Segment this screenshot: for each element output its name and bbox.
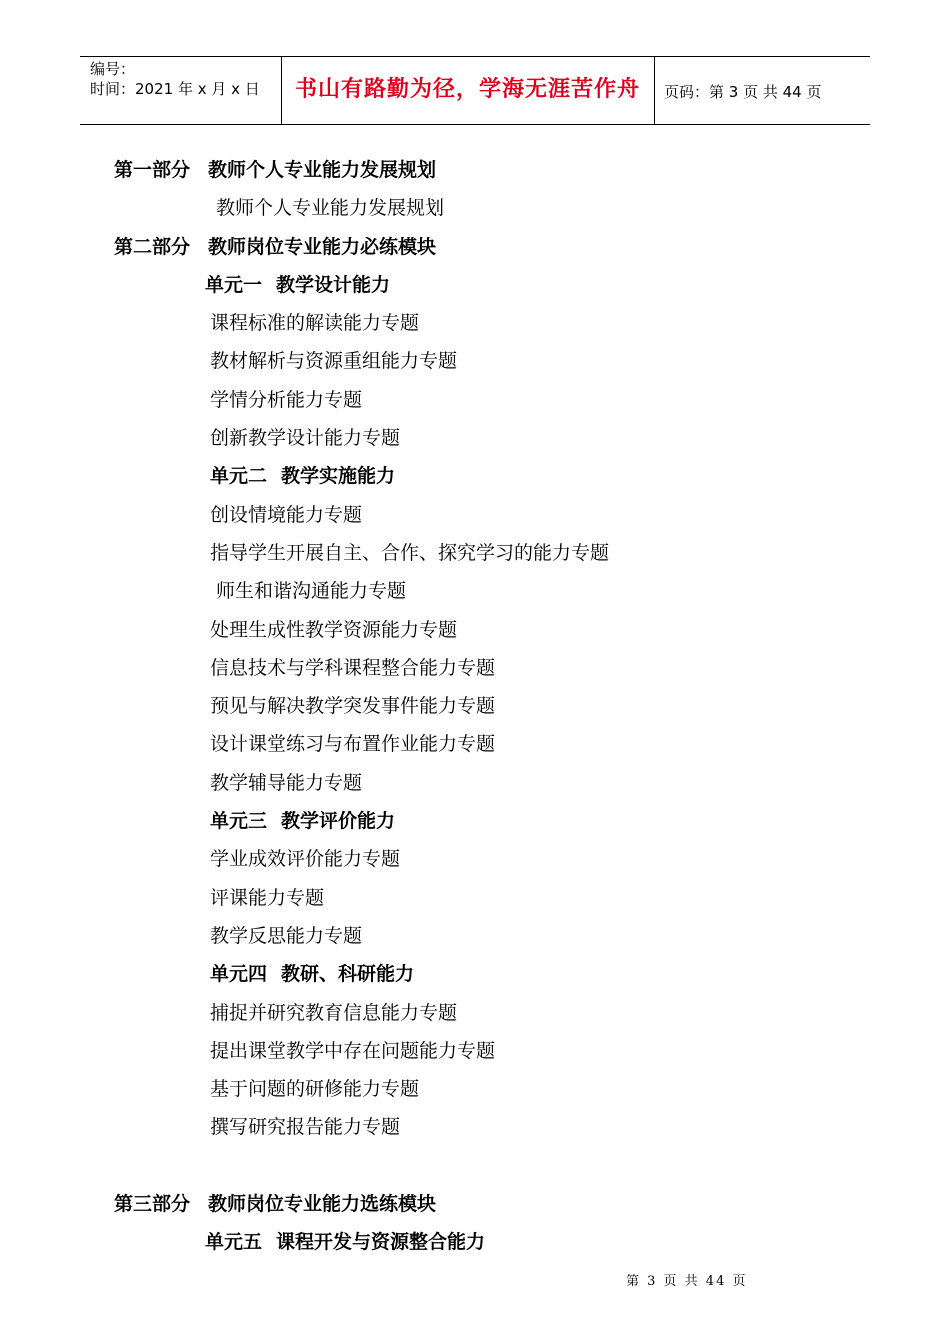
- header-time-label: 时间：2021 年 x 月 x 日: [90, 80, 260, 98]
- unit4-item: 提出课堂教学中存在问题能力专题: [210, 1040, 496, 1062]
- part2-title: 教师岗位专业能力必练模块: [208, 236, 437, 258]
- header-divider-right: [654, 56, 655, 124]
- unit2-item: 教学辅导能力专题: [210, 772, 363, 794]
- part1-heading: [114, 158, 436, 182]
- unit4-item: 捕捉并研究教育信息能力专题: [210, 1002, 458, 1024]
- header-number-label: 编号：: [90, 60, 136, 78]
- part2-label: 第二部分: [114, 236, 191, 258]
- unit2-item: 指导学生开展自主、合作、探究学习的能力专题: [210, 542, 610, 564]
- unit2-item: 信息技术与学科课程整合能力专题: [210, 657, 496, 679]
- unit5-heading: [205, 1230, 485, 1254]
- unit1-item: 教材解析与资源重组能力专题: [210, 350, 458, 372]
- part1-title: 教师个人专业能力发展规划: [208, 159, 437, 181]
- unit2-item: 预见与解决教学突发事件能力专题: [210, 695, 496, 717]
- header-motto: 书山有路勤为径，学海无涯苦作舟: [294, 77, 640, 102]
- unit2-item: 师生和谐沟通能力专题: [216, 580, 407, 602]
- part3-title: 教师岗位专业能力选练模块: [208, 1193, 437, 1215]
- unit4-item: 撰写研究报告能力专题: [210, 1116, 401, 1138]
- unit3-heading: [210, 809, 395, 833]
- unit4-label: 单元四: [210, 963, 268, 985]
- unit4-title: 教研、科研能力: [281, 963, 415, 985]
- unit5-label: 单元五: [205, 1231, 263, 1253]
- header-top-rule: [80, 56, 870, 57]
- unit3-item: 教学反思能力专题: [210, 925, 363, 947]
- footer-page-number: 第 3 页 共 44 页: [626, 1274, 748, 1289]
- unit3-item: 评课能力专题: [210, 887, 325, 909]
- unit1-item: 课程标准的解读能力专题: [210, 312, 420, 334]
- part2-heading: [114, 235, 436, 259]
- part1-item: 教师个人专业能力发展规划: [216, 197, 445, 219]
- unit1-item: 学情分析能力专题: [210, 389, 363, 411]
- unit2-title: 教学实施能力: [281, 465, 396, 487]
- unit2-item: 创设情境能力专题: [210, 504, 363, 526]
- unit5-title: 课程开发与资源整合能力: [276, 1231, 486, 1253]
- unit3-label: 单元三: [210, 810, 268, 832]
- unit1-title: 教学设计能力: [276, 274, 391, 296]
- unit1-label: 单元一: [205, 274, 263, 296]
- unit4-item: 基于问题的研修能力专题: [210, 1078, 420, 1100]
- part1-label: 第一部分: [114, 159, 191, 181]
- unit3-item: 学业成效评价能力专题: [210, 848, 401, 870]
- header-page-info: 页码：第 3 页 共 44 页: [664, 83, 822, 101]
- unit4-heading: [210, 962, 414, 986]
- unit2-item: 设计课堂练习与布置作业能力专题: [210, 733, 496, 755]
- unit2-heading: [210, 464, 395, 488]
- unit1-heading: [205, 273, 390, 297]
- part3-label: 第三部分: [114, 1193, 191, 1215]
- unit3-title: 教学评价能力: [281, 810, 396, 832]
- unit2-item: 处理生成性教学资源能力专题: [210, 619, 458, 641]
- header-bottom-rule: [80, 124, 870, 125]
- unit2-label: 单元二: [210, 465, 268, 487]
- unit1-item: 创新教学设计能力专题: [210, 427, 401, 449]
- part3-heading: [114, 1192, 436, 1216]
